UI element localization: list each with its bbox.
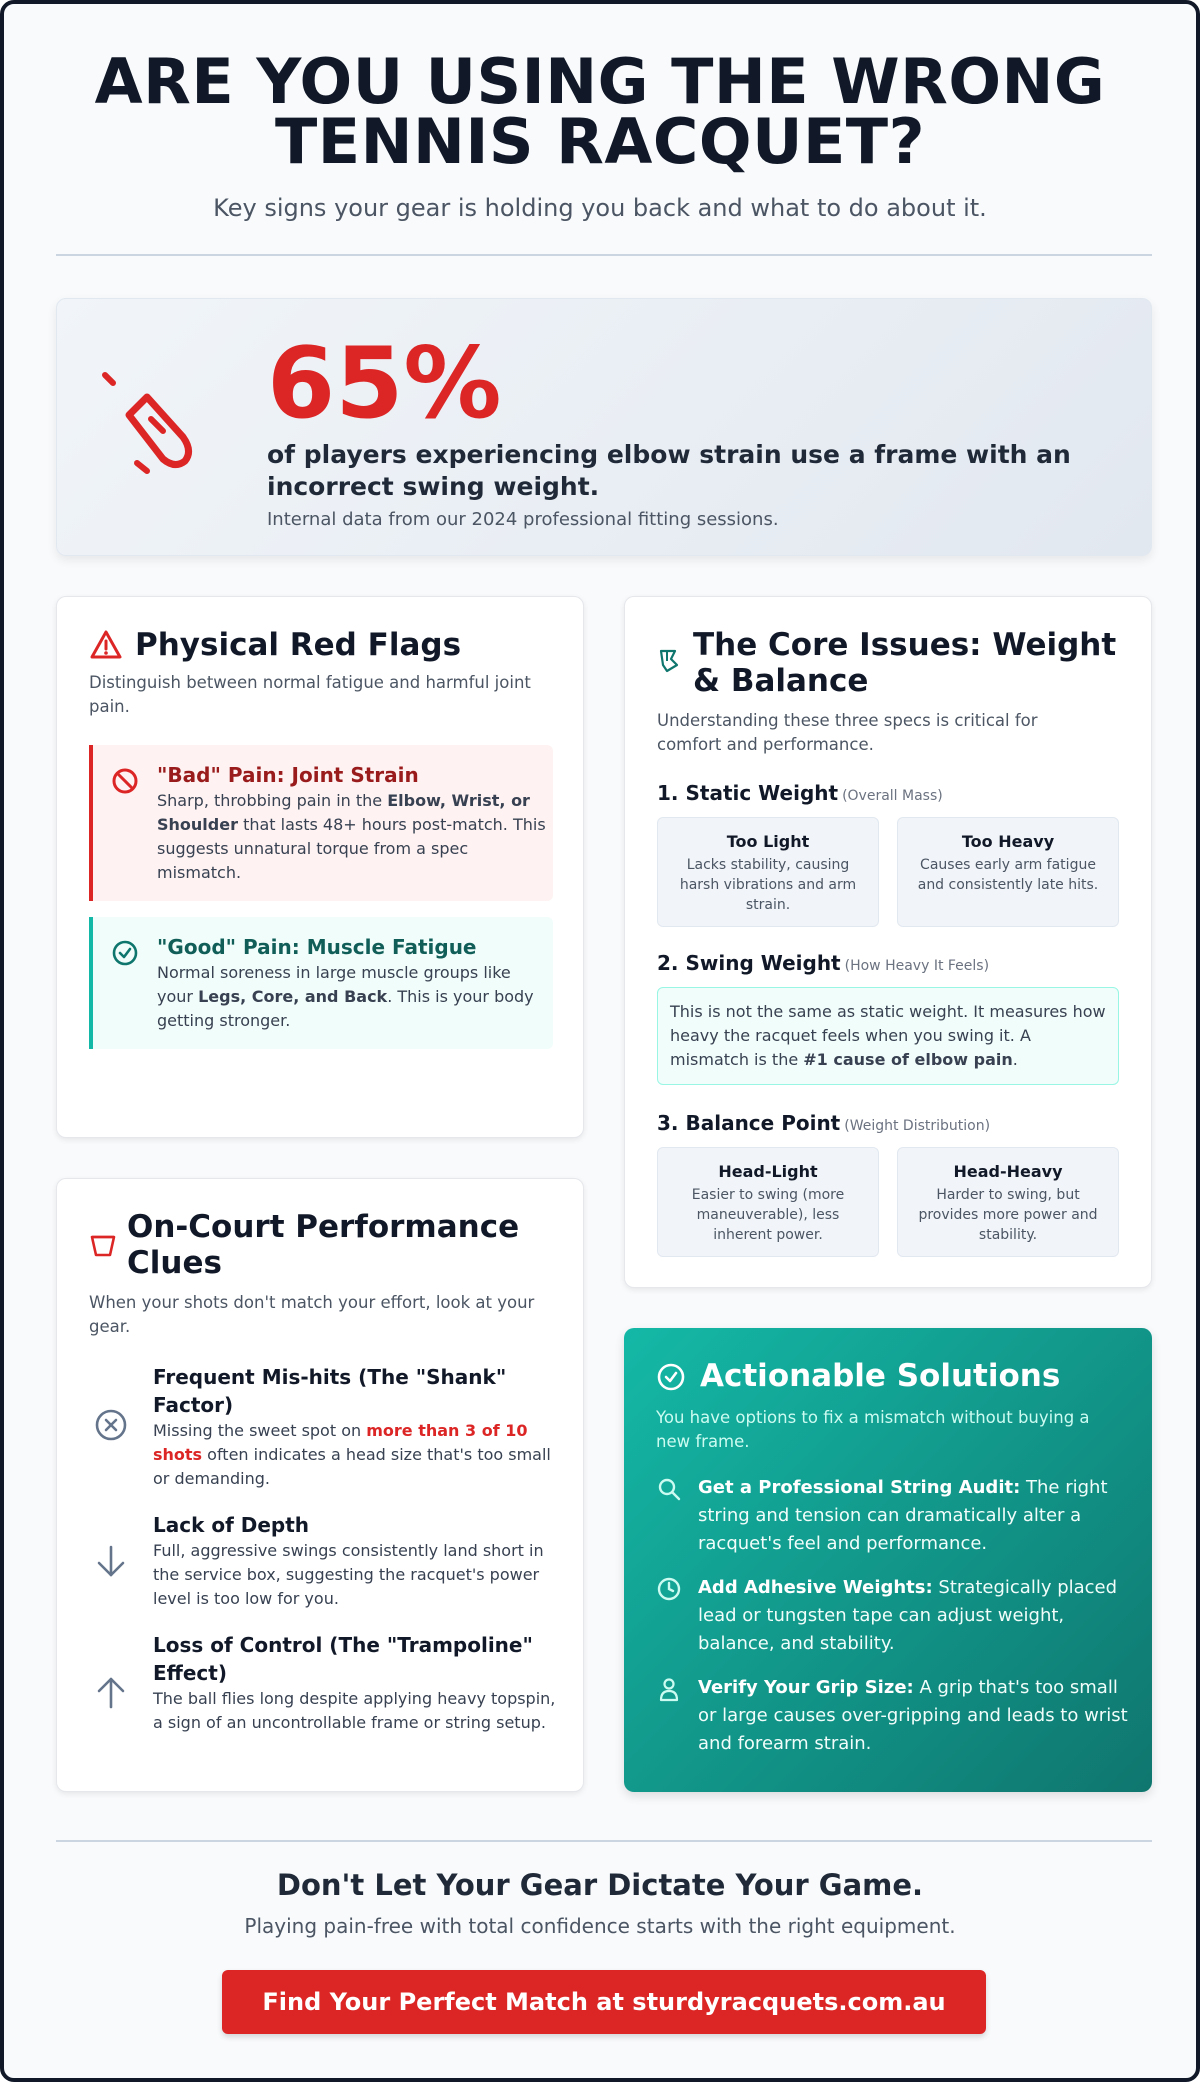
bottom-divider	[56, 1840, 1152, 1842]
solutions-title-row	[656, 1358, 1060, 1394]
solution-string-audit-desc: The right string and tension can dramatically alter a racquet's feel and performance.	[698, 1477, 1108, 1554]
page-title	[4, 45, 1196, 178]
solution-adhesive-weights-text	[698, 1574, 1128, 1658]
header	[4, 45, 1196, 222]
red-flags-title: Physical Red Flags	[135, 627, 462, 663]
bad-pain-title: "Bad" Pain: Joint Strain	[157, 763, 419, 787]
good-pain-box	[89, 917, 553, 1049]
bad-pain-text-part: that lasts 48+ hours post-match. This suggests unnatural torque from a spec mismatch.	[157, 815, 546, 882]
basket-icon	[89, 1231, 117, 1259]
swing-weight-text-part: This is not the same as static weight. It measures how heavy the racquet feels when you swing it. A mismatch is the	[670, 1002, 1106, 1069]
stat-description: of players experiencing elbow strain use a frame with an incorrect swing weight.	[267, 440, 1071, 501]
static-weight-title: 1. Static Weight	[657, 781, 839, 805]
stat-text	[267, 329, 1107, 530]
good-pain-text-part: . This is your body getting stronger.	[157, 987, 534, 1030]
clue-control-title: Loss of Control (The "Trampoline" Effect)	[153, 1633, 533, 1685]
solutions-card	[624, 1328, 1152, 1792]
clue-mishits-text-part: Missing the sweet spot on	[153, 1421, 367, 1440]
footer-subtitle: Playing pain-free with total confidence starts with the right equipment.	[244, 1914, 956, 1938]
good-pain-title: "Good" Pain: Muscle Fatigue	[157, 935, 477, 959]
bad-pain-text	[157, 789, 547, 885]
clues-subtitle: When your shots don't match your effort, look at your gear.	[89, 1293, 535, 1336]
page-subtitle: Key signs your gear is holding you back and what to do about it.	[213, 194, 987, 222]
scale-icon	[657, 647, 683, 677]
balance-point-title: 3. Balance Point	[657, 1111, 841, 1135]
x-circle-icon	[93, 1407, 129, 1443]
footer	[4, 1868, 1196, 1938]
head-light-desc: Easier to swing (more maneuverable), less inherent power.	[691, 1187, 845, 1243]
head-heavy-title: Head-Heavy	[953, 1162, 1063, 1181]
arrow-down-icon	[93, 1543, 129, 1579]
head-heavy-desc: Harder to swing, but provides more power and stability.	[918, 1187, 1098, 1243]
racquet-icon	[97, 367, 197, 487]
user-icon	[656, 1676, 682, 1702]
page-title-line-1: ARE YOU USING THE WRONG	[94, 45, 1106, 118]
too-heavy-title: Too Heavy	[961, 832, 1055, 851]
solutions-title: Actionable Solutions	[700, 1358, 1061, 1394]
swing-weight-title: 2. Swing Weight	[657, 951, 841, 975]
clue-control-text: The ball flies long despite applying heavy topspin, a sign of an uncontrollable frame or string setup.	[153, 1689, 556, 1732]
bad-pain-joints: Elbow, Wrist, or Shoulder	[157, 791, 530, 834]
head-light-title: Head-Light	[718, 1162, 818, 1181]
clue-depth-title: Lack of Depth	[153, 1513, 310, 1537]
head-light-box	[657, 1147, 879, 1257]
too-light-box	[657, 817, 879, 927]
too-light-desc: Lacks stability, causing harsh vibrations and arm strain.	[679, 857, 857, 913]
check-circle-icon	[656, 1362, 686, 1392]
swing-weight-note: (How Heavy It Feels)	[844, 958, 990, 974]
too-heavy-box	[897, 817, 1119, 927]
clock-icon	[656, 1576, 682, 1602]
clue-mishits-text	[153, 1419, 557, 1491]
solution-grip-size-desc: A grip that's too small or large causes over-gripping and leads to wrist and forearm strain.	[698, 1677, 1128, 1754]
static-weight-note: (Overall Mass)	[842, 788, 943, 804]
bad-pain-box	[89, 745, 553, 901]
core-issues-title-row	[657, 627, 1127, 699]
solutions-subtitle: You have options to fix a mismatch without buying a new frame.	[656, 1408, 1090, 1451]
good-pain-text	[157, 961, 547, 1033]
stat-number: 65%	[267, 327, 502, 441]
core-issues-card	[624, 596, 1152, 1288]
head-heavy-box	[897, 1147, 1119, 1257]
swing-weight-box	[657, 987, 1119, 1085]
swing-weight-highlight: #1 cause of elbow pain	[803, 1050, 1013, 1069]
arrow-up-icon	[93, 1675, 129, 1711]
solution-grip-size-text	[698, 1674, 1128, 1758]
good-pain-text-part: Normal soreness in large muscle groups like your	[157, 963, 511, 1006]
solution-grip-size-label: Verify Your Grip Size:	[698, 1677, 914, 1698]
balance-point-heading	[657, 1111, 990, 1135]
red-flags-card	[56, 596, 584, 1138]
stat-note: Internal data from our 2024 professional fitting sessions.	[267, 509, 779, 530]
bad-pain-text-part: Sharp, throbbing pain in the	[157, 791, 388, 810]
balance-point-note: (Weight Distribution)	[844, 1118, 991, 1134]
clue-mishits-text-part: often indicates a head size that's too small or demanding.	[153, 1445, 551, 1488]
clues-title-line-2: Clues	[127, 1245, 222, 1281]
solution-string-audit-label: Get a Professional String Audit:	[698, 1477, 1021, 1498]
clue-mishits-title: Frequent Mis-hits (The "Shank" Factor)	[153, 1365, 507, 1417]
too-heavy-desc: Causes early arm fatigue and consistently late hits.	[917, 857, 1099, 893]
swing-weight-text-part: .	[1012, 1050, 1018, 1069]
static-weight-heading	[657, 781, 943, 805]
solution-adhesive-weights-label: Add Adhesive Weights:	[698, 1577, 933, 1598]
clue-depth-text: Full, aggressive swings consistently land short in the service box, suggesting the racquet's power level is too low for you.	[153, 1541, 544, 1608]
red-flags-subtitle: Distinguish between normal fatigue and harmful joint pain.	[89, 673, 531, 716]
too-light-title: Too Light	[726, 832, 810, 851]
footer-title: Don't Let Your Gear Dictate Your Game.	[276, 1868, 924, 1902]
find-match-button[interactable]: Find Your Perfect Match at sturdyracquets.com.au	[222, 1970, 986, 2034]
clues-title-line-1: On-Court Performance	[127, 1209, 520, 1245]
core-issues-subtitle: Understanding these three specs is critical for comfort and performance.	[657, 711, 1038, 754]
good-pain-muscles: Legs, Core, and Back	[198, 987, 388, 1006]
warning-icon	[89, 628, 123, 662]
swing-weight-heading	[657, 951, 989, 975]
solution-string-audit-text	[698, 1474, 1128, 1558]
solution-adhesive-weights-desc: Strategically placed lead or tungsten tape can adjust weight, balance, and stability.	[698, 1577, 1118, 1654]
page-title-line-2: TENNIS RACQUET?	[274, 105, 926, 178]
core-issues-title: The Core Issues: Weight & Balance	[693, 627, 1117, 699]
clues-title	[127, 1209, 519, 1281]
search-icon	[656, 1476, 682, 1502]
clue-mishits-highlight: more than 3 of 10 shots	[153, 1421, 528, 1464]
top-divider	[56, 254, 1152, 256]
clues-title-row	[89, 1209, 519, 1281]
check-circle-icon	[111, 939, 139, 967]
stat-panel	[56, 298, 1152, 556]
performance-clues-card	[56, 1178, 584, 1792]
red-flags-title-row	[89, 627, 461, 663]
prohibited-icon	[111, 767, 139, 795]
